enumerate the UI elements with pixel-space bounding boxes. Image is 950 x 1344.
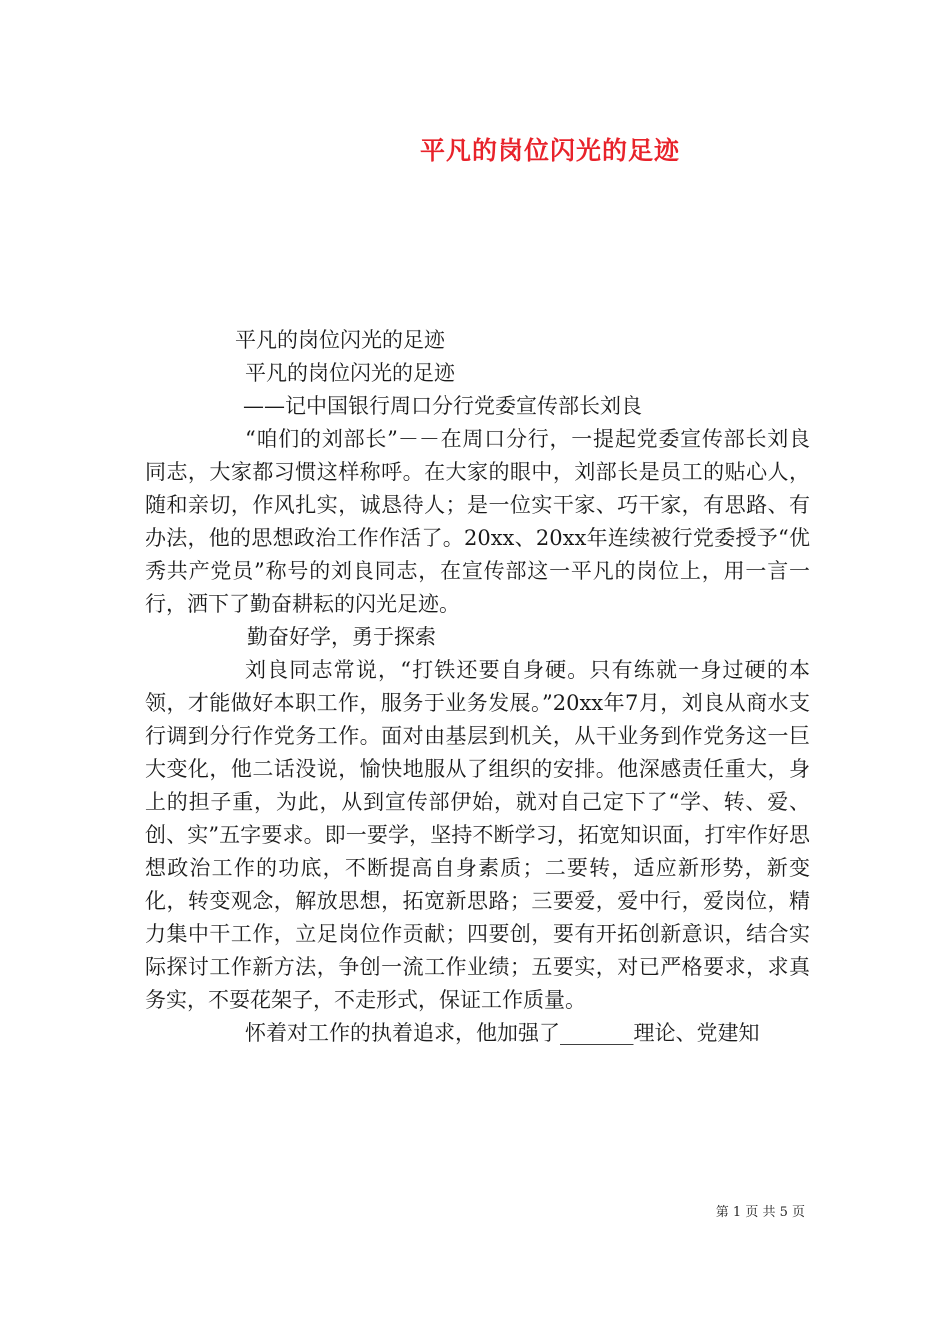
paragraph-intro: “咱们的刘部长”－－在周口分行，一提起党委宣传部长刘良同志，大家都习惯这样称呼。在大家的眼中，刘部长是员工的贴心人，随和亲切，作风扎实，诚恳待人；是一位实干家、巧干家，有思路、有办法，他的思想政治工作作活了。20xx、20xx年连续被行党委授予“优秀共产党员”称号的刘良同志，在宣传部这一平凡的岗位上，用一言一行，洒下了勤奋耕耘的闪光足迹。: [145, 427, 810, 616]
article-repeated-heading: 平凡的岗位闪光的足迹: [245, 361, 455, 385]
article-heading: 平凡的岗位闪光的足迹: [235, 328, 445, 352]
paragraph-body: 刘良同志常说，“打铁还要自身硬。只有练就一身过硬的本领，才能做好本职工作，服务于业务发展。”20xx年7月，刘良从商水支行调到分行作党务工作。面对由基层到机关，从干业务到作党务这一巨大变化，他二话没说，愉快地服从了组织的安排。他深感责任重大，身上的担子重，为此，从到宣传部伊始，就对自己定下了“学、转、爱、创、实”五字要求。即一要学，坚持不断学习，拓宽知识面，打牢作好思想政治工作的功底，不断提高自身素质；二要转，适应新形势，新变化，转变观念，解放思想，拓宽新思路；三要爱，爱中行，爱岗位，精力集中干工作，立足岗位作贡献；四要创，要有开拓创新意识，结合实际探讨工作新方法，争创一流工作业绩；五要实，对已严格要求，求真务实，不耍花架子，不走形式，保证工作质量。: [145, 658, 810, 1012]
article-subtitle: ——记中国银行周口分行党委宣传部长刘良: [243, 394, 642, 418]
page-number: 第 1 页 共 5 页: [715, 1205, 805, 1220]
document-title: 平凡的岗位闪光的足迹: [419, 136, 680, 165]
section-heading: 勤奋好学，勇于探索: [247, 625, 436, 649]
article-body: [145, 324, 810, 1050]
paragraph-continued: 怀着对工作的执着追求，他加强了_______理论、党建知: [245, 1021, 760, 1045]
